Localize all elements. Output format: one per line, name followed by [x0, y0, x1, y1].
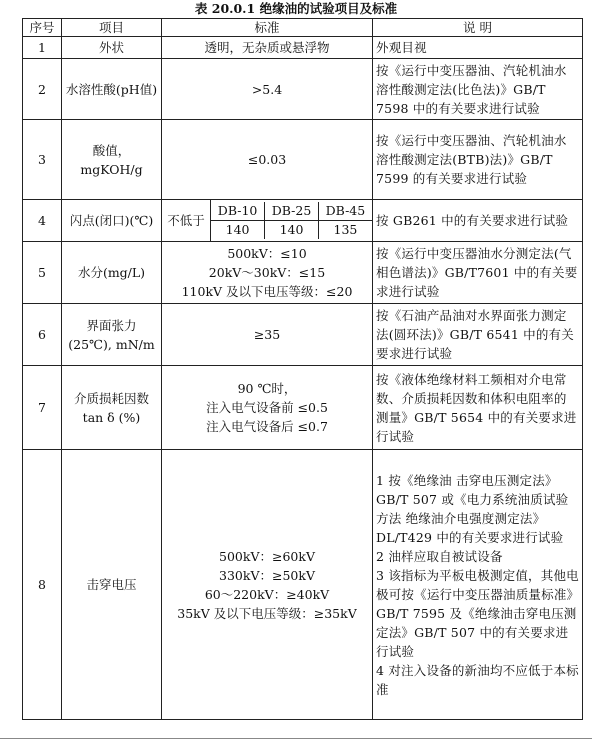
standard-line: 110kV 及以下电压等级：≤20: [181, 284, 353, 299]
flash-point-grid: [211, 200, 373, 242]
row-note: 按《运行中变压器油水分测定法(气相色谱法)》GB/T7601 中的有关要求进行试验: [373, 242, 583, 304]
row-note: 按《运行中变压器油、汽轮机油水溶性酸测定法(比色法)》GB/T 7598 中的有关要求进行试验: [373, 59, 583, 120]
table-row: [23, 120, 583, 200]
row-no: 5: [23, 242, 62, 304]
header-no: 序号: [23, 19, 62, 37]
note-line: 3 该指标为平板电极测定值，其他电极可按《运行中变压器油质量标准》GB/T 7595 及《绝缘油击穿电压测定法》GB/T 507 中的有关要求进行试验: [376, 567, 579, 659]
row-standard: 透明，无杂质或悬浮物: [162, 37, 373, 59]
row-note: 按《石油产品油对水界面张力测定法(圆环法)》GB/T 6541 中的有关要求进行试验: [373, 304, 583, 366]
table-title: 表 20.0.1 绝缘油的试验项目及标准: [194, 1, 398, 16]
table-row: [23, 366, 583, 450]
row-standard: [162, 366, 373, 450]
note-line: 2 油样应取自被试设备: [376, 548, 503, 564]
row-item: 闪点(闭口)(℃): [62, 200, 162, 242]
standard-line: 注入电气设备后 ≤0.7: [206, 419, 328, 434]
row-standard: ≤0.03: [162, 120, 373, 200]
row-item: 水溶性酸(pH值): [62, 59, 162, 120]
row-note: 按《运行中变压器油、汽轮机油水溶性酸测定法(BTB)法)》GB/T 7599 的有关要求进行试验: [373, 120, 583, 200]
table-row: [23, 242, 583, 304]
table-row: [23, 200, 583, 242]
standard-line: 500kV：≥60kV: [219, 548, 315, 564]
standard-line: 20kV～30kV：≤15: [208, 265, 326, 280]
standard-line: 330kV：≥50kV: [219, 567, 315, 583]
row-no: 8: [23, 450, 62, 720]
row-note: 按 GB261 中的有关要求进行试验: [373, 200, 583, 242]
row-note: 按《液体绝缘材料工频相对介电常数、介质损耗因数和体积电阻率的测量》GB/T 5654 中的有关要求进行试验: [373, 366, 583, 450]
table-row: [23, 37, 583, 59]
standard-line: 注入电气设备前 ≤0.5: [206, 400, 328, 415]
table-row: [23, 59, 583, 120]
row-note: 外观目视: [373, 37, 583, 59]
standard-line: 35kV 及以下电压等级：≥35kV: [177, 605, 357, 621]
row-standard: [162, 242, 373, 304]
row-item: 酸值，mgKOH/g: [62, 120, 162, 200]
row-item: 击穿电压: [62, 450, 162, 720]
header-row: [23, 19, 583, 37]
standard-line: 500kV：≤10: [227, 246, 307, 261]
row-standard: [162, 450, 373, 720]
table-row: [23, 450, 583, 720]
row-no: 4: [23, 200, 62, 242]
page-bottom-rule: [0, 738, 592, 739]
header-note: 说 明: [373, 19, 583, 37]
header-standard: 标准: [162, 19, 373, 37]
standard-line: 60～220kV：≥40kV: [204, 586, 330, 602]
note-line: 1 按《绝缘油 击穿电压测定法》GB/T 507 或《电力系统油质试验方法 绝缘油介电强度测定法》DL/T429 中的有关要求进行试验: [376, 472, 569, 545]
grade-label: DB-10: [211, 202, 265, 221]
row-item: 水分(mg/L): [62, 242, 162, 304]
row-no: 7: [23, 366, 62, 450]
row-no: 6: [23, 304, 62, 366]
grade-value: 140: [211, 221, 265, 240]
row-note: [373, 450, 583, 720]
row-standard: >5.4: [162, 59, 373, 120]
row-item: 外状: [62, 37, 162, 59]
row-no: 2: [23, 59, 62, 120]
oil-test-standards-table: [22, 18, 583, 720]
grade-value: 140: [265, 221, 319, 240]
grade-label: DB-25: [265, 202, 319, 221]
row-item: 界面张力(25℃), mN/m: [62, 304, 162, 366]
grade-value: 135: [318, 221, 372, 240]
flash-point-prefix: 不低于: [162, 200, 211, 242]
standard-line: 90 ℃时，: [237, 381, 297, 396]
header-item: 项目: [62, 19, 162, 37]
note-line: 4 对注入设备的新油均不应低于本标准: [376, 662, 579, 697]
table-row: [23, 304, 583, 366]
row-no: 1: [23, 37, 62, 59]
row-no: 3: [23, 120, 62, 200]
row-standard: ≥35: [162, 304, 373, 366]
grade-label: DB-45: [318, 202, 372, 221]
row-item: 介质损耗因数 tan δ (%): [62, 366, 162, 450]
